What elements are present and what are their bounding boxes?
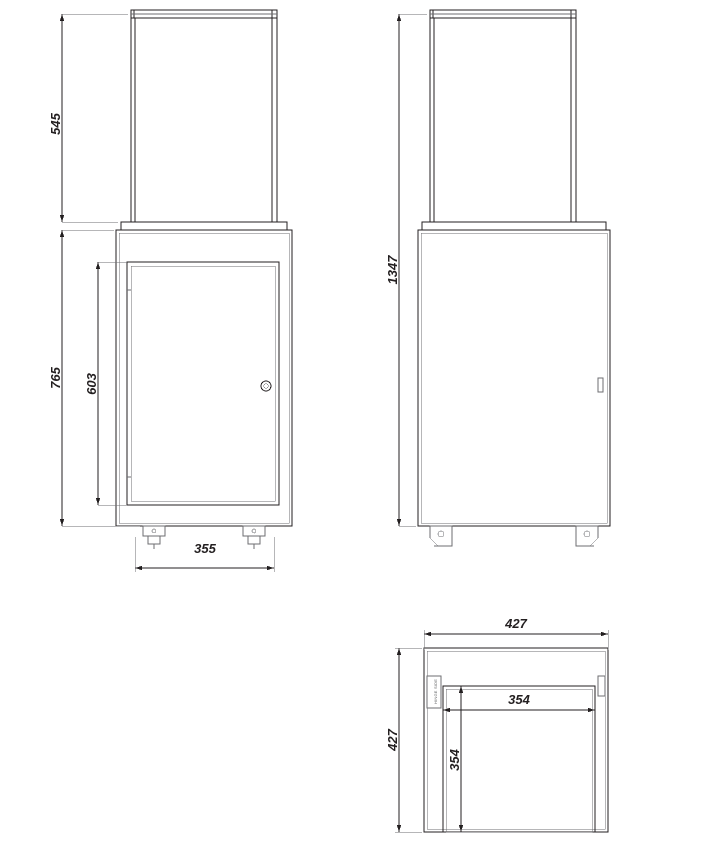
side-elevation-geometry xyxy=(418,10,610,546)
dim-top-outer-depth: 427 xyxy=(385,729,400,751)
dim-front-top-height: 545 xyxy=(48,113,63,135)
dim-front-cabinet-height: 765 xyxy=(48,367,63,389)
dim-front-width: 355 xyxy=(194,541,216,556)
dim-front-door-height: 603 xyxy=(84,373,99,395)
dim-top-inner-width: 354 xyxy=(508,692,530,707)
top-plan-geometry xyxy=(424,648,608,832)
dim-top-inner-depth: 354 xyxy=(447,749,462,771)
top-hinge-note: HINGE SIDE xyxy=(433,678,438,704)
front-elevation-geometry xyxy=(116,10,292,549)
side-dimension-lines xyxy=(397,14,427,526)
dim-side-total-height: 1347 xyxy=(385,255,400,285)
dim-top-outer-width: 427 xyxy=(505,616,527,631)
front-dimension-lines xyxy=(60,14,274,572)
